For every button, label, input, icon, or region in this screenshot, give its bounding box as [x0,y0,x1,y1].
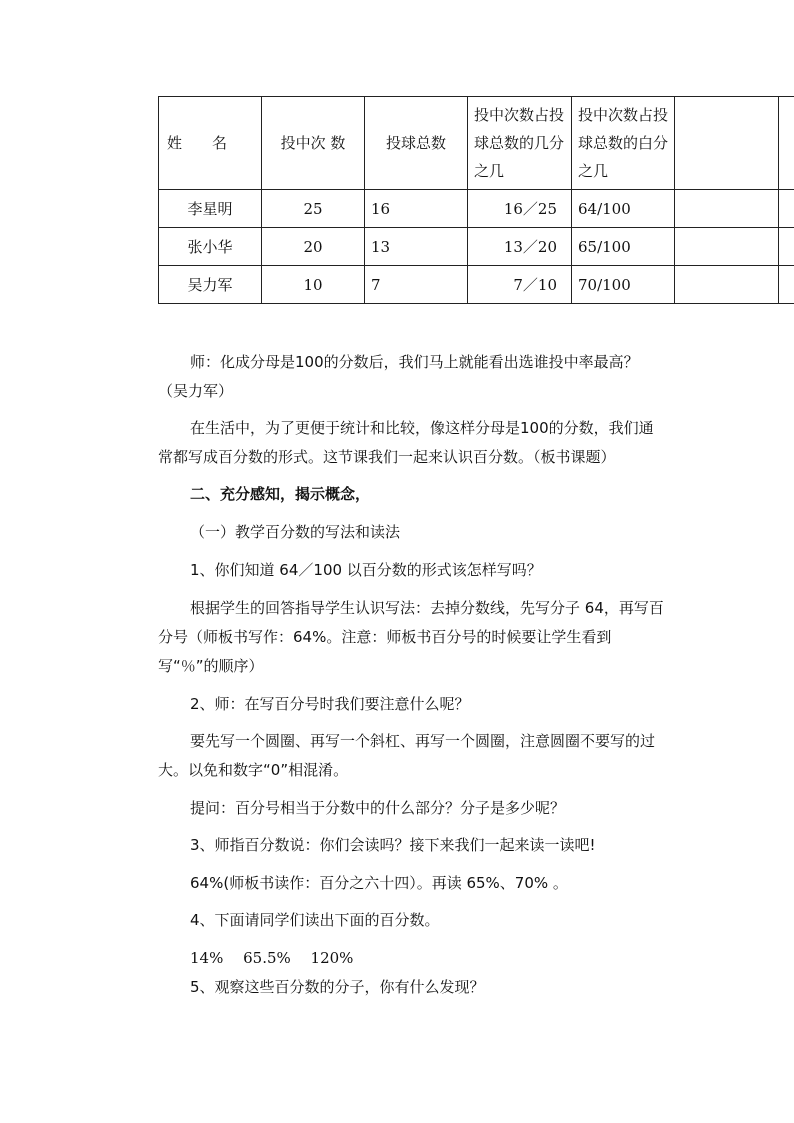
section-heading: 二、充分感知，揭示概念， [190,485,371,503]
cell-fraction: 13／20 [468,228,572,266]
question-1: 1、你们知道 64／100 以百分数的形式该怎样写吗？ [190,561,542,579]
cell-fraction: 7／10 [468,266,572,304]
table-row [159,266,794,304]
header-empty [675,97,779,190]
cell-fraction: 16／25 [468,190,572,228]
subsection-heading: （一）教学百分数的写法和读法 [190,523,401,541]
paragraph-reading: 64%(师板书读作：百分之六十四）。再读 65%、70% 。 [190,874,568,892]
cell-total: 16 [365,190,468,228]
shooting-table [158,96,794,304]
paragraph-percent-sign: 要先写一个圆圈、再写一个斜杠、再写一个圆圈，注意圆圈不要写的过大。以免和数字“0”相混淆。 [158,732,656,779]
table-header-row [159,97,794,190]
header-name: 姓 名 [159,97,262,190]
cell-empty-2 [779,190,794,228]
cell-name: 张小华 [159,228,262,266]
cell-hits: 10 [262,266,365,304]
paragraph-writing-guide: 根据学生的回答指导学生认识写法：去掉分数线，先写分子 64，再写百分号（师板书写作：64%。注意：师板书百分号的时候要让学生看到写“％”的顺序） [158,599,664,675]
table-row [159,228,794,266]
cell-hits: 25 [262,190,365,228]
question-3: 3、师指百分数说：你们会读吗？接下来我们一起来读一读吧! [190,836,596,854]
paragraph-prompt: 提问：百分号相当于分数中的什么部分？分子是多少呢？ [190,799,566,817]
cell-empty-2 [779,228,794,266]
question-2: 2、师：在写百分号时我们要注意什么呢？ [190,695,470,713]
table-row [159,190,794,228]
question-5: 5、观察这些百分数的分子，你有什么发现？ [190,978,485,996]
header-total: 投球总数 [365,97,468,190]
cell-empty-2 [779,266,794,304]
header-empty-2 [779,97,794,190]
cell-total: 7 [365,266,468,304]
question-4: 4、下面请同学们读出下面的百分数。 [190,911,440,929]
cell-hits: 20 [262,228,365,266]
cell-empty [675,266,779,304]
percent-examples: 14% 65.5% 120% [190,949,354,967]
header-hits: 投中次 数 [262,97,365,190]
cell-empty [675,190,779,228]
cell-per100: 64/100 [572,190,675,228]
cell-name: 李星明 [159,190,262,228]
header-percent: 投中次数占投球总数的白分之几 [572,97,675,190]
cell-per100: 70/100 [572,266,675,304]
paragraph-teacher-question: 师：化成分母是100的分数后，我们马上就能看出选谁投中率最高？（吴力军） [158,353,639,400]
cell-total: 13 [365,228,468,266]
cell-empty [675,228,779,266]
cell-name: 吴力军 [159,266,262,304]
header-fraction: 投中次数占投球总数的几分之几 [468,97,572,190]
cell-per100: 65/100 [572,228,675,266]
paragraph-percent-intro: 在生活中，为了更便于统计和比较，像这样分母是100的分数，我们通常都写成百分数的形式。这节课我们一起来认识百分数。（板书课题） [158,419,654,466]
